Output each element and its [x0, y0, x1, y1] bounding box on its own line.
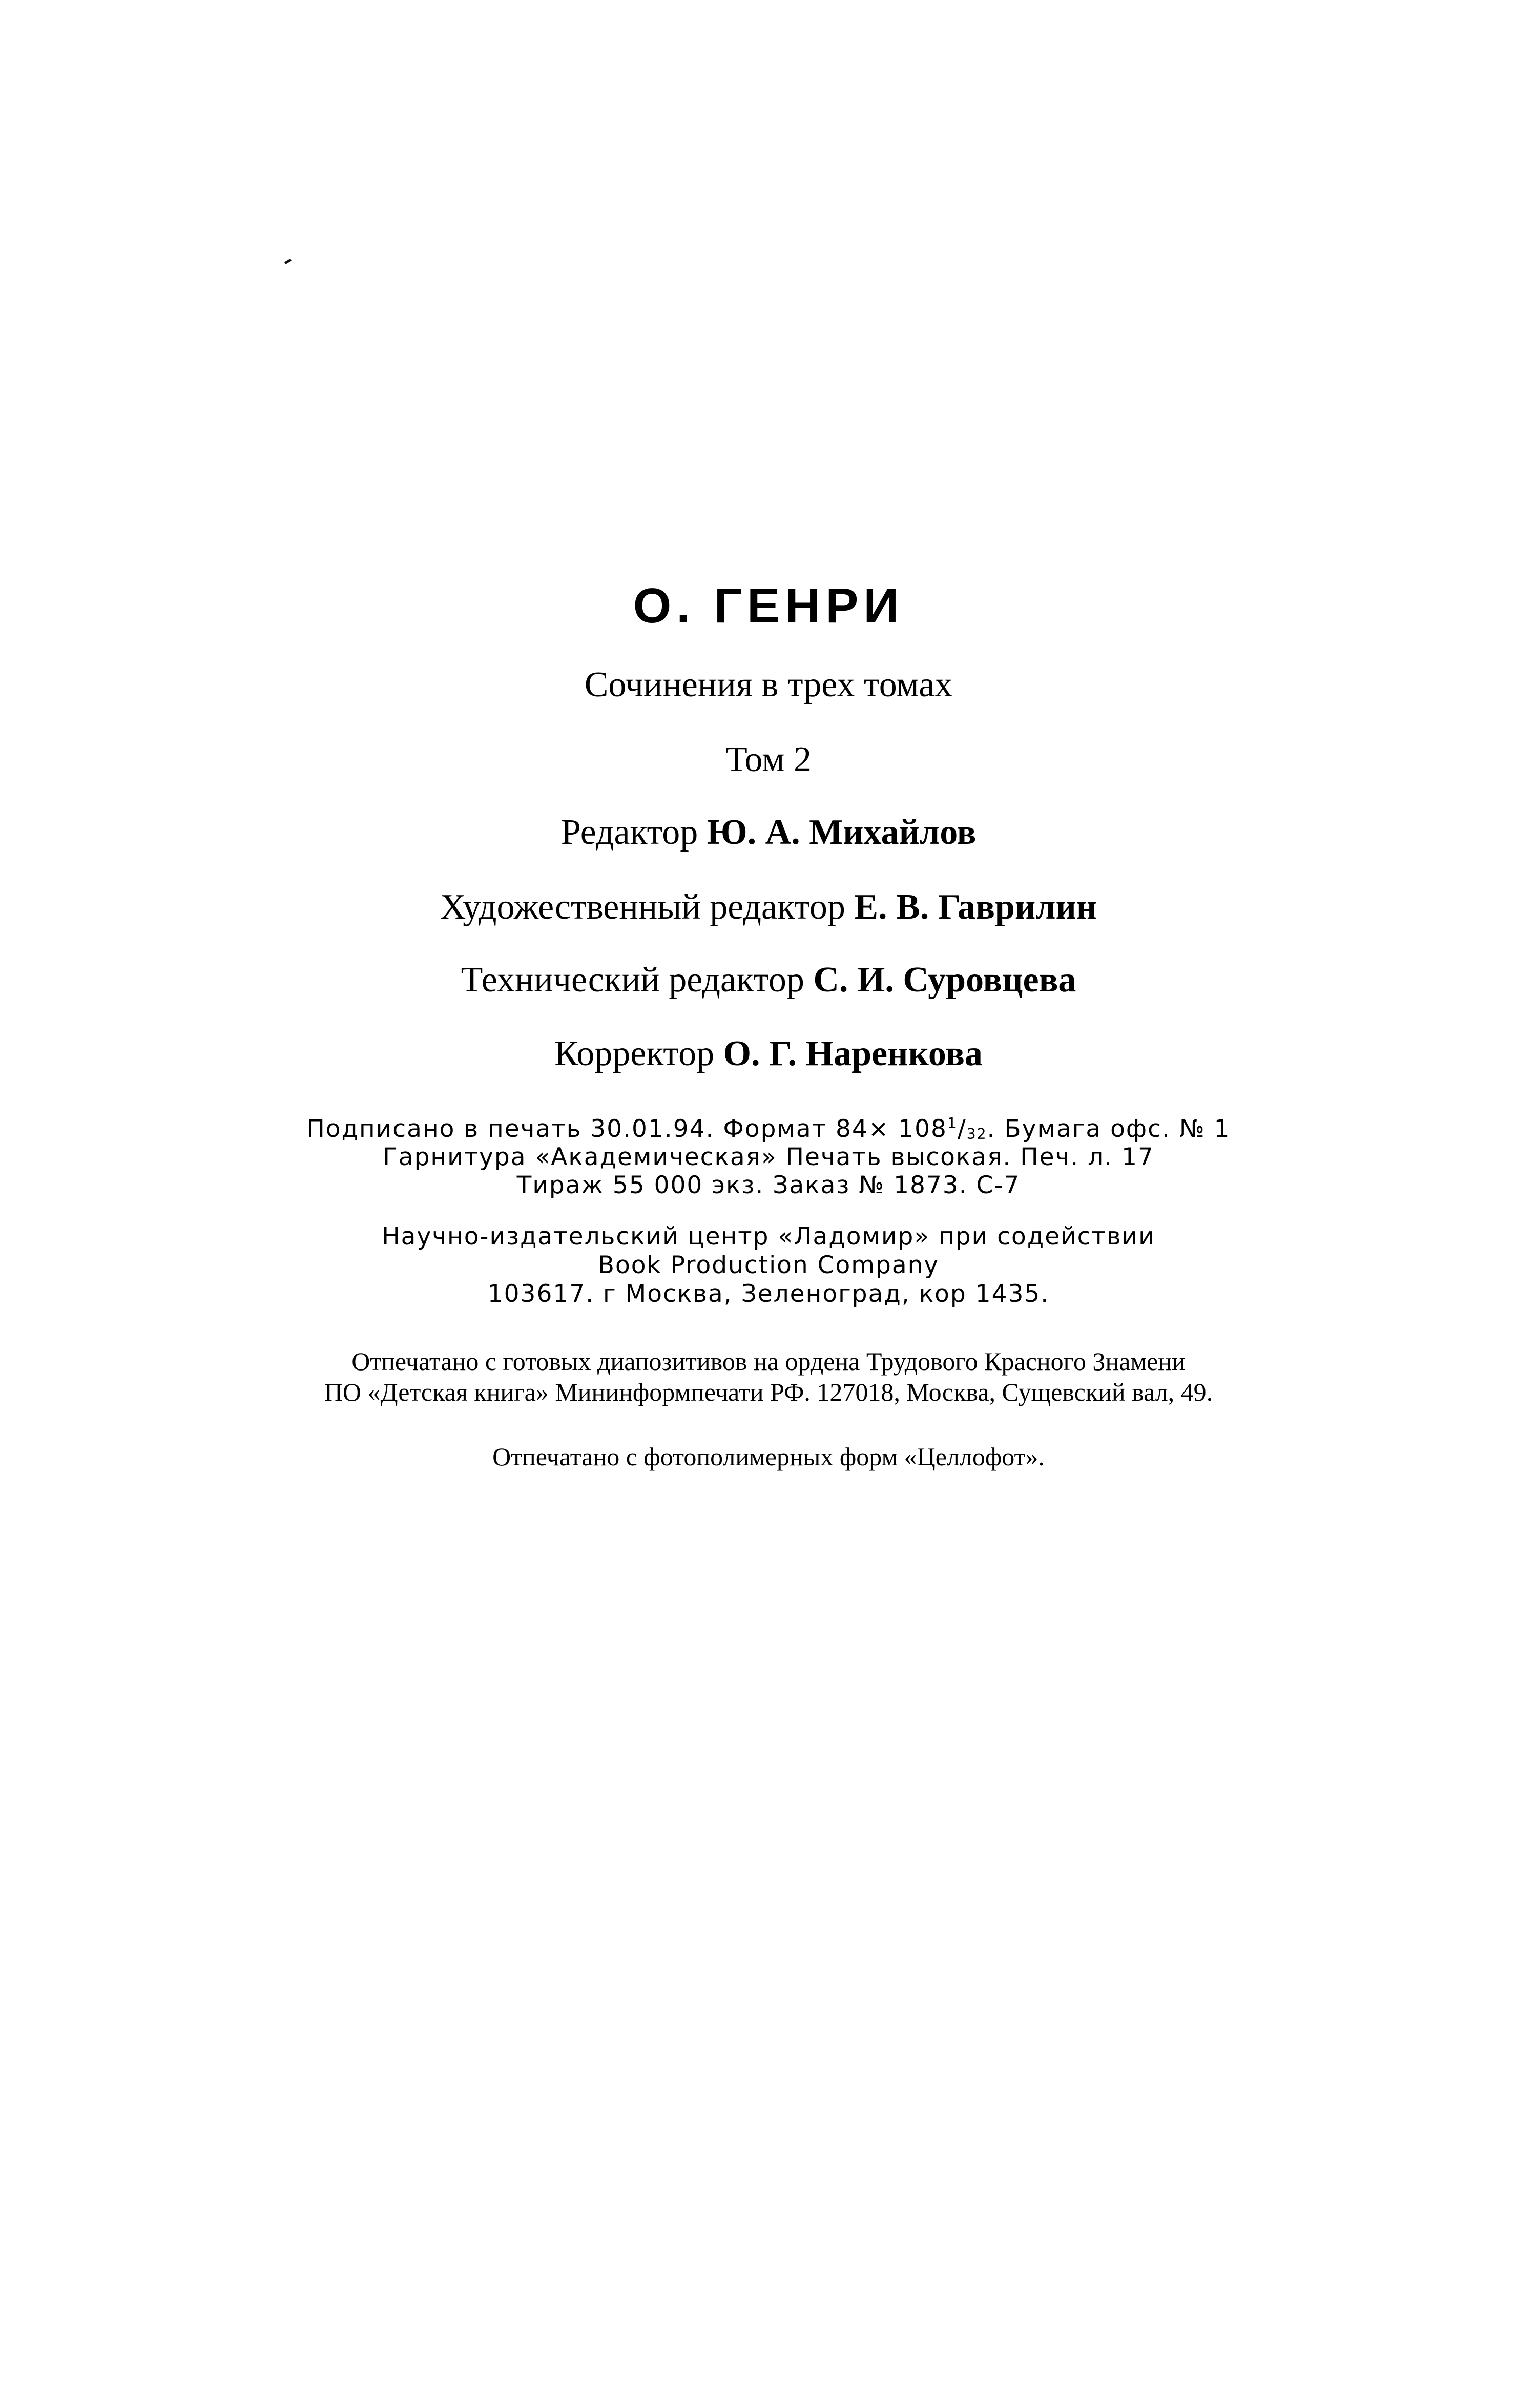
imprint-paper-text: . Бумага офс. № 1: [987, 1115, 1231, 1143]
publisher-line-2: Book Production Company: [597, 1251, 940, 1279]
publisher-line-1: Научно-издательский центр «Ладомир» при содействии: [382, 1222, 1155, 1251]
credit-tech-editor-name: С. И. Суровцева: [813, 960, 1076, 1000]
imprint-format-denominator: 32: [966, 1126, 987, 1143]
imprint-format-slash: /: [957, 1115, 967, 1143]
credit-editor-role: Редактор: [560, 813, 698, 852]
stray-ink-mark: [284, 259, 292, 264]
publisher-line-3: 103617. г Москва, Зеленоград, кор 1435.: [487, 1280, 1050, 1308]
credit-tech-editor-role: Технический редактор: [461, 960, 804, 1000]
credit-art-editor-name: Е. В. Гаврилин: [854, 887, 1097, 927]
credit-editor-name: Ю. А. Михайлов: [707, 813, 977, 852]
printing-line-2: ПО «Детская книга» Мининформпечати РФ. 127018, Москва, Сущевский вал, 49.: [324, 1378, 1213, 1406]
imprint-line-3: Тираж 55 000 экз. Заказ № 1873. С-7: [516, 1171, 1021, 1199]
imprint-line-2: Гарнитура «Академическая» Печать высокая. Печ. л. 17: [383, 1143, 1154, 1171]
author-name: О. ГЕНРИ: [633, 578, 904, 633]
credit-editor: [0, 815, 1537, 850]
imprint-format-numerator: 1: [947, 1115, 958, 1132]
imprint-line-1: [0, 1117, 1537, 1141]
credit-proofreader-role: Корректор: [554, 1034, 715, 1073]
credit-proofreader-name: О. Г. Наренкова: [723, 1034, 983, 1073]
printing-line-3: Отпечатано с фотополимерных форм «Целлофот».: [492, 1442, 1045, 1471]
credit-tech-editor: [0, 962, 1537, 998]
volume-number: Том 2: [725, 740, 812, 779]
printing-line-1: Отпечатано с готовых диапозитивов на ордена Трудового Красного Знамени: [351, 1347, 1186, 1376]
credit-art-editor-role: Художественный редактор: [440, 887, 845, 927]
credit-proofreader: [0, 1036, 1537, 1072]
series-title: Сочинения в трех томах: [584, 665, 953, 704]
imprint-format-text: Подписано в печать 30.01.94. Формат 84× 108: [306, 1115, 947, 1143]
credit-art-editor: [0, 889, 1537, 925]
